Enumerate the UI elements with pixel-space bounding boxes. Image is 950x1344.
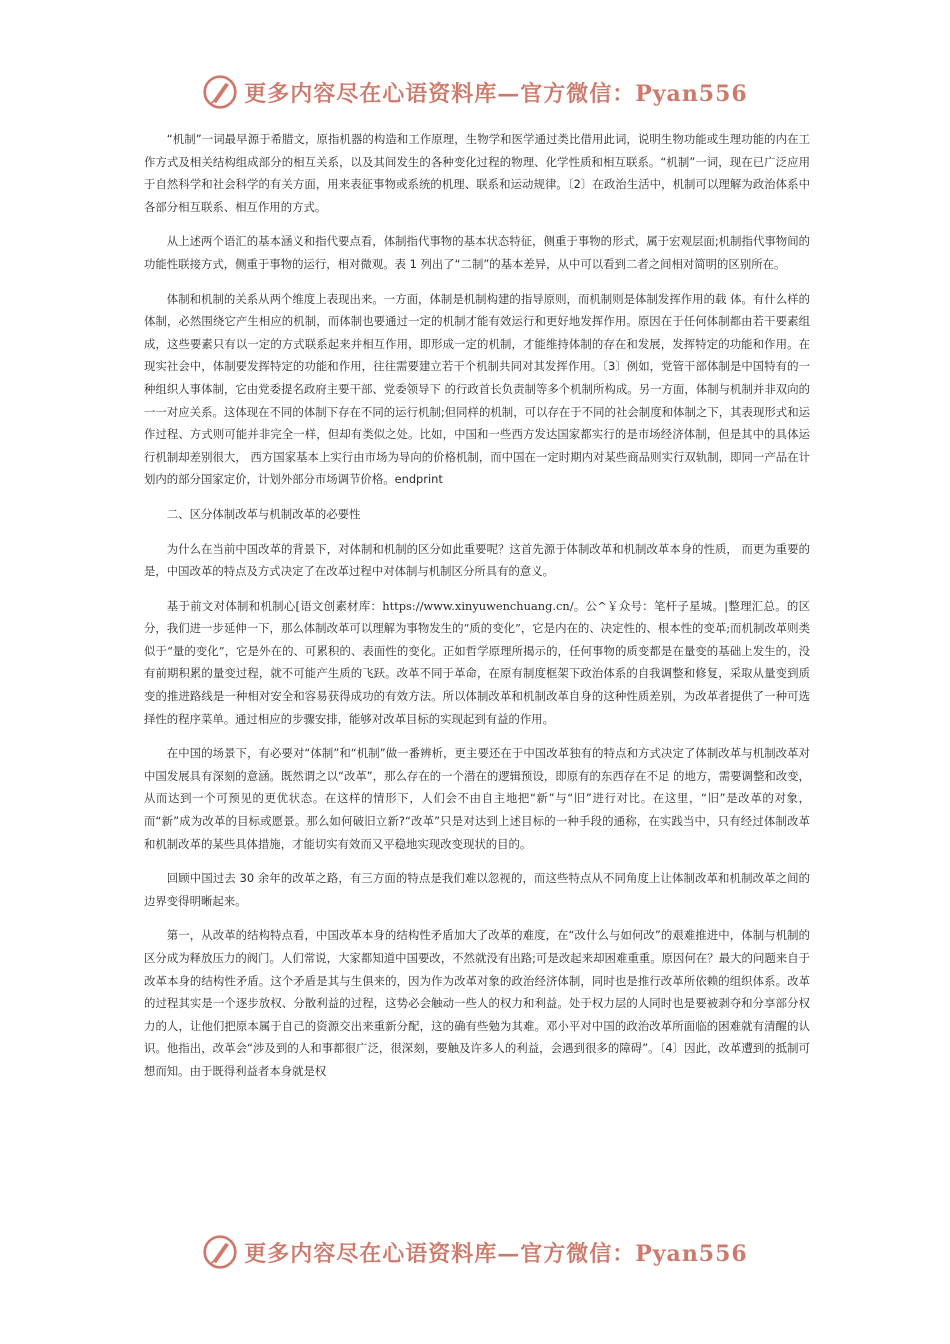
- footer-banner: [0, 1232, 950, 1272]
- paragraph-8: 第一，从改革的结构特点看，中国改革本身的结构性矛盾加大了改革的难度，在“改什么与如何改”的艰难推进中，体制与机制的区分成为释放压力的阀门。人们常说，大家都知道中国要改，不然就没有出路;可是改起来却困难重重。原因何在？最大的问题来自于改革本身的结构性矛盾。这个矛盾是其与生俱来的，因为作为改革对象的政治经济体制，同时也是推行改革所依赖的组织体系。改革的过程其实是一个逐步放权、分散利益的过程，这势必会触动一些人的权力和利益。处于权力层的人同时也是要被剥夺和分享部分权力的人，让他们把原本属于自己的资源交出来重新分配，这的确有些勉为其难。邓小平对中国的政治改革所面临的困难就有清醒的认识。他指出，改革会“涉及到的人和事都很广泛，很深刻，要触及许多人的利益，会遇到很多的障碍”。〔4〕因此，改革遭到的抵制可想而知。由于既得利益者本身就是权: [144, 928, 810, 1078]
- quill-logo-icon: [202, 74, 238, 110]
- paragraph-2: 从上述两个语汇的基本涵义和指代要点看，体制指代事物的基本状态特征，侧重于事物的形式，属于宏观层面;机制指代事物间的功能性联接方式，侧重于事物的运行，相对微观。表 1 列出了“二制”的基本差异，从中可以看到二者之间相对简明的区别所在。: [144, 234, 810, 271]
- paragraph-4: 为什么在当前中国改革的背景下，对体制和机制的区分如此重要呢？这首先源于体制改革和机制改革本身的性质， 而更为重要的是，中国改革的特点及方式决定了在改革过程中对体制与机制区分所具有的意义。: [144, 541, 810, 579]
- paragraph-5: 基于前文对体制和机制心[语文创素材库：https://www.xinyuwenchuang.cn/。公^￥众号：笔杆子星城。|整理汇总。的区分，我们进一步延伸一下，那么体制改革可以理解为事物发生的“质的变化”，它是内在的、决定性的、根本性的变革;而机制改革则类似于“量的变化”，它是外在的、可累积的、表面性的变化。正如哲学原理所揭示的，任何事物的质变都是在量变的基础上发生的，没有前期积累的量变过程，就不可能产生质的飞跃。改革不同于革命，在原有制度框架下政治体系的自我调整和修复，采取从量变到质变的推进路线是一种相对安全和容易获得成功的有效方法。所以体制改革和机制改革自身的这种性质差别，为改革者提供了一种可选择性的程序菜单。通过相应的步骤安排，能够对改革目标的实现起到有益的作用。: [144, 598, 810, 726]
- paragraph-3: 体制和机制的关系从两个维度上表现出来。一方面，体制是机制构建的指导原则，而机制则是体制发挥作用的载 体。有什么样的体制，必然围绕它产生相应的机制，而体制也要通过一定的机制才能有效运行和更好地发挥作用。原因在于任何体制都由若干要素组成，这些要素只有以一定的方式联系起来并相互作用，即形成一定的机制，才能维持体制的存在和发展，发挥特定的功能和作用。在现实社会中，体制要发挥特定的功能和作用，往往需要建立若干个机制共同对其发挥作用。〔3〕例如，党管干部体制是中国特有的一种组织人事体制，它由党委提名政府主要干部、党委领导下 的行政首长负责制等多个机制所构成。另一方面，体制与机制并非双向的一一对应关系。这体现在不同的体制下存在不同的运行机制;但同样的机制，可以存在于不同的社会制度和体制之下，其表现形式和运作过程、方式则可能并非完全一样，但却有类似之处。比如，中国和一些西方发达国家都实行的是市场经济体制，但是其中的具体运行机制却差别很大， 西方国家基本上实行由市场为导向的价格机制，而中国在一定时期内对某些商品则实行双轨制，即同一产品在计划内的部分国家定价，计划外部分市场调节价格。endprint: [144, 291, 810, 487]
- section-heading: 二、区分体制改革与机制改革的必要性: [166, 506, 361, 521]
- paragraph-1: “机制”一词最早源于希腊文，原指机器的构造和工作原理，生物学和医学通过类比借用此词，说明生物功能或生理功能的内在工作方式及相关结构组成部分的相互关系，以及其间发生的各种变化过程的物理、化学性质和相互联系。“机制”一词，现在已广泛应用于自然科学和社会科学的有关方面，用来表征事物或系统的机理、联系和运动规律。〔2〕在政治生活中，机制可以理解为政治体系中各部分相互联系、相互作用的方式。: [144, 132, 810, 214]
- paragraph-7: 回顾中国过去 30 余年的改革之路，有三方面的特点是我们难以忽视的，而这些特点从不同角度上让体制改革和机制改革之间的边界变得明晰起来。: [144, 871, 810, 908]
- quill-logo-icon: [202, 1234, 238, 1270]
- banner-text: 更多内容尽在心语资料库—官方微信：Pyan556: [244, 80, 748, 107]
- banner-text: 更多内容尽在心语资料库—官方微信：Pyan556: [244, 1240, 748, 1267]
- header-banner: [0, 72, 950, 112]
- paragraph-6: 在中国的场景下，有必要对“体制”和“机制”做一番辨析，更主要还在于中国改革独有的特点和方式决定了体制改革与机制改革对中国发展具有深刻的意涵。既然谓之以“改革”，那么存在的一个潜在的逻辑预设，即原有的东西存在不足 的地方，需要调整和改变，从而达到一个可预见的更优状态。在这样的情形下，人们会不由自主地把“新”与“旧”进行对比。在这里，“旧”是改革的对象，而“新”成为改革的目标或愿景。那么如何破旧立新?“改革”只是对达到上述目标的一种手段的通称，在实践当中，只有经过体制改革和机制改革的某些具体措施，才能切实有效而又平稳地实现改变现状的目的。: [144, 746, 810, 851]
- document-body: [144, 128, 810, 1095]
